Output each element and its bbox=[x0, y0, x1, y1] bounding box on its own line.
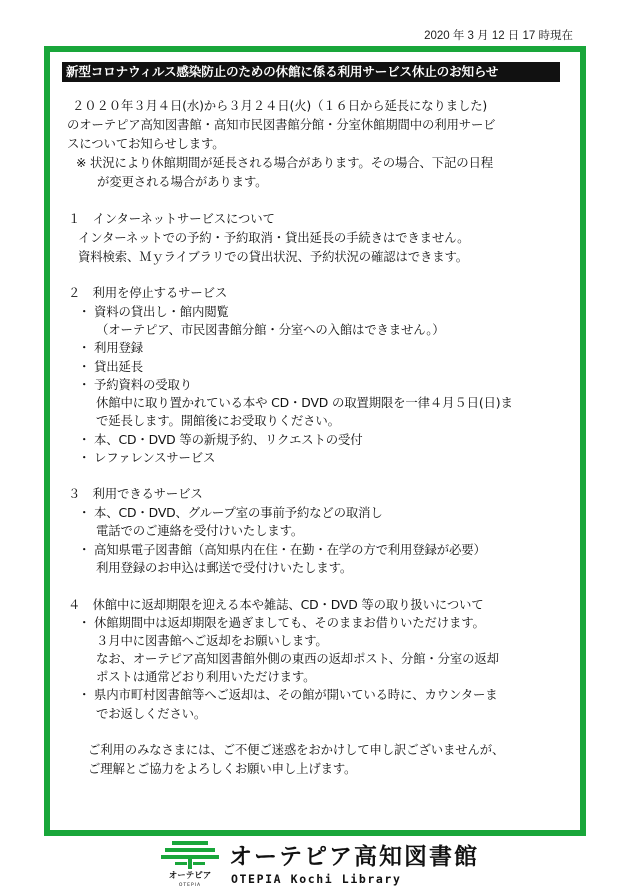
section-3-item-1: ・ 本、CD・DVD、グループ室の事前予約などの取消し bbox=[78, 505, 383, 520]
section-2-item-6: ・ レファレンスサービス bbox=[78, 450, 216, 465]
section-4-item-1: ・ 休館期間中は返却期限を過ぎましても、そのままお借りいただけます。 bbox=[78, 615, 485, 630]
section-3-item-1-sub: 電話でのご連絡を受付けいたします。 bbox=[96, 523, 304, 538]
library-name-en: OTEPIA Kochi Library bbox=[231, 872, 402, 886]
intro-line-1: ２０２０年３月４日(水)から３月２４日(火)（１６日から延長になりました) bbox=[72, 98, 488, 113]
section-4-item-1-sub-3: ポストは通常どおり利用いただけます。 bbox=[96, 669, 316, 684]
notice-title: 新型コロナウィルス感染防止のための休館に係る利用サービス休止のお知らせ bbox=[62, 62, 560, 82]
section-3-item-2-sub: 利用登録のお申込は郵送で受付けいたします。 bbox=[96, 560, 353, 575]
section-2-item-1-sub: （オーテピア、市民図書館分館・分室への入館はできません。） bbox=[96, 322, 445, 337]
section-3-item-2: ・ 高知県電子図書館（高知県内在住・在勤・在学の方で利用登録が必要） bbox=[78, 542, 486, 557]
section-4-item-1-sub-2: なお、オーテピア高知図書館外側の東西の返却ポスト、分館・分室の返却 bbox=[96, 651, 499, 666]
section-2-item-4-sub-2: で延長します。開館後にお受取りください。 bbox=[96, 413, 340, 428]
intro-line-3: スについてお知らせします。 bbox=[67, 136, 225, 151]
section-4-item-2-sub: でお返しください。 bbox=[96, 706, 207, 721]
section-2-item-3: ・ 貸出延長 bbox=[78, 359, 143, 374]
intro-note-1: ※ 状況により休館期間が延長される場合があります。その場合、下記の日程 bbox=[76, 155, 493, 170]
section-2-item-4-sub-1: 休館中に取り置かれている本や CD・DVD の取置期限を一律４月５日(日)ま bbox=[96, 395, 513, 410]
section-1-line-1: インターネットでの予約・予約取消・貸出延長の手続きはできません。 bbox=[78, 230, 470, 245]
section-2-item-4: ・ 予約資料の受取り bbox=[78, 377, 192, 392]
intro-note-2: が変更される場合があります。 bbox=[97, 174, 268, 189]
logo-mark-caption: オーテピア bbox=[168, 871, 212, 881]
section-2-item-1: ・ 資料の貸出し・館内閲覧 bbox=[78, 304, 229, 319]
library-name-jp: オーテピア高知図書館 bbox=[229, 844, 479, 870]
section-1-line-2: 資料検索、Ｍｙライブラリでの貸出状況、予約状況の確認はできます。 bbox=[78, 249, 468, 264]
section-1-heading: １ インターネットサービスについて bbox=[68, 211, 275, 226]
closing-line-1: ご利用のみなさまには、ご不便ご迷惑をおかけして申し訳ございませんが、 bbox=[88, 742, 505, 757]
section-2-item-2: ・ 利用登録 bbox=[78, 340, 143, 355]
intro-line-2: のオーテピア高知図書館・高知市民図書館分館・分室休館期間中の利用サービ bbox=[67, 117, 496, 132]
section-2-item-5: ・ 本、CD・DVD 等の新規予約、リクエストの受付 bbox=[78, 432, 363, 447]
section-4-item-1-sub-1: ３月中に図書館へご返却をお願いします。 bbox=[96, 633, 328, 648]
section-3-heading: ３ 利用できるサービス bbox=[68, 486, 203, 501]
section-2-heading: ２ 利用を停止するサービス bbox=[68, 285, 228, 300]
otepia-logo-icon bbox=[161, 838, 219, 888]
closing-line-2: ご理解とご協力をよろしくお願い申し上げます。 bbox=[88, 761, 357, 776]
logo-mark-sub: OTEPIA bbox=[178, 883, 202, 888]
section-4-heading: ４ 休館中に返却期限を迎える本や雑誌、CD・DVD 等の取り扱いについて bbox=[68, 597, 484, 612]
timestamp: 2020 年 3 月 12 日 17 時現在 bbox=[424, 30, 573, 42]
section-4-item-2: ・ 県内市町村図書館等へご返却は、その館が開いている時に、カウンターま bbox=[78, 687, 498, 702]
